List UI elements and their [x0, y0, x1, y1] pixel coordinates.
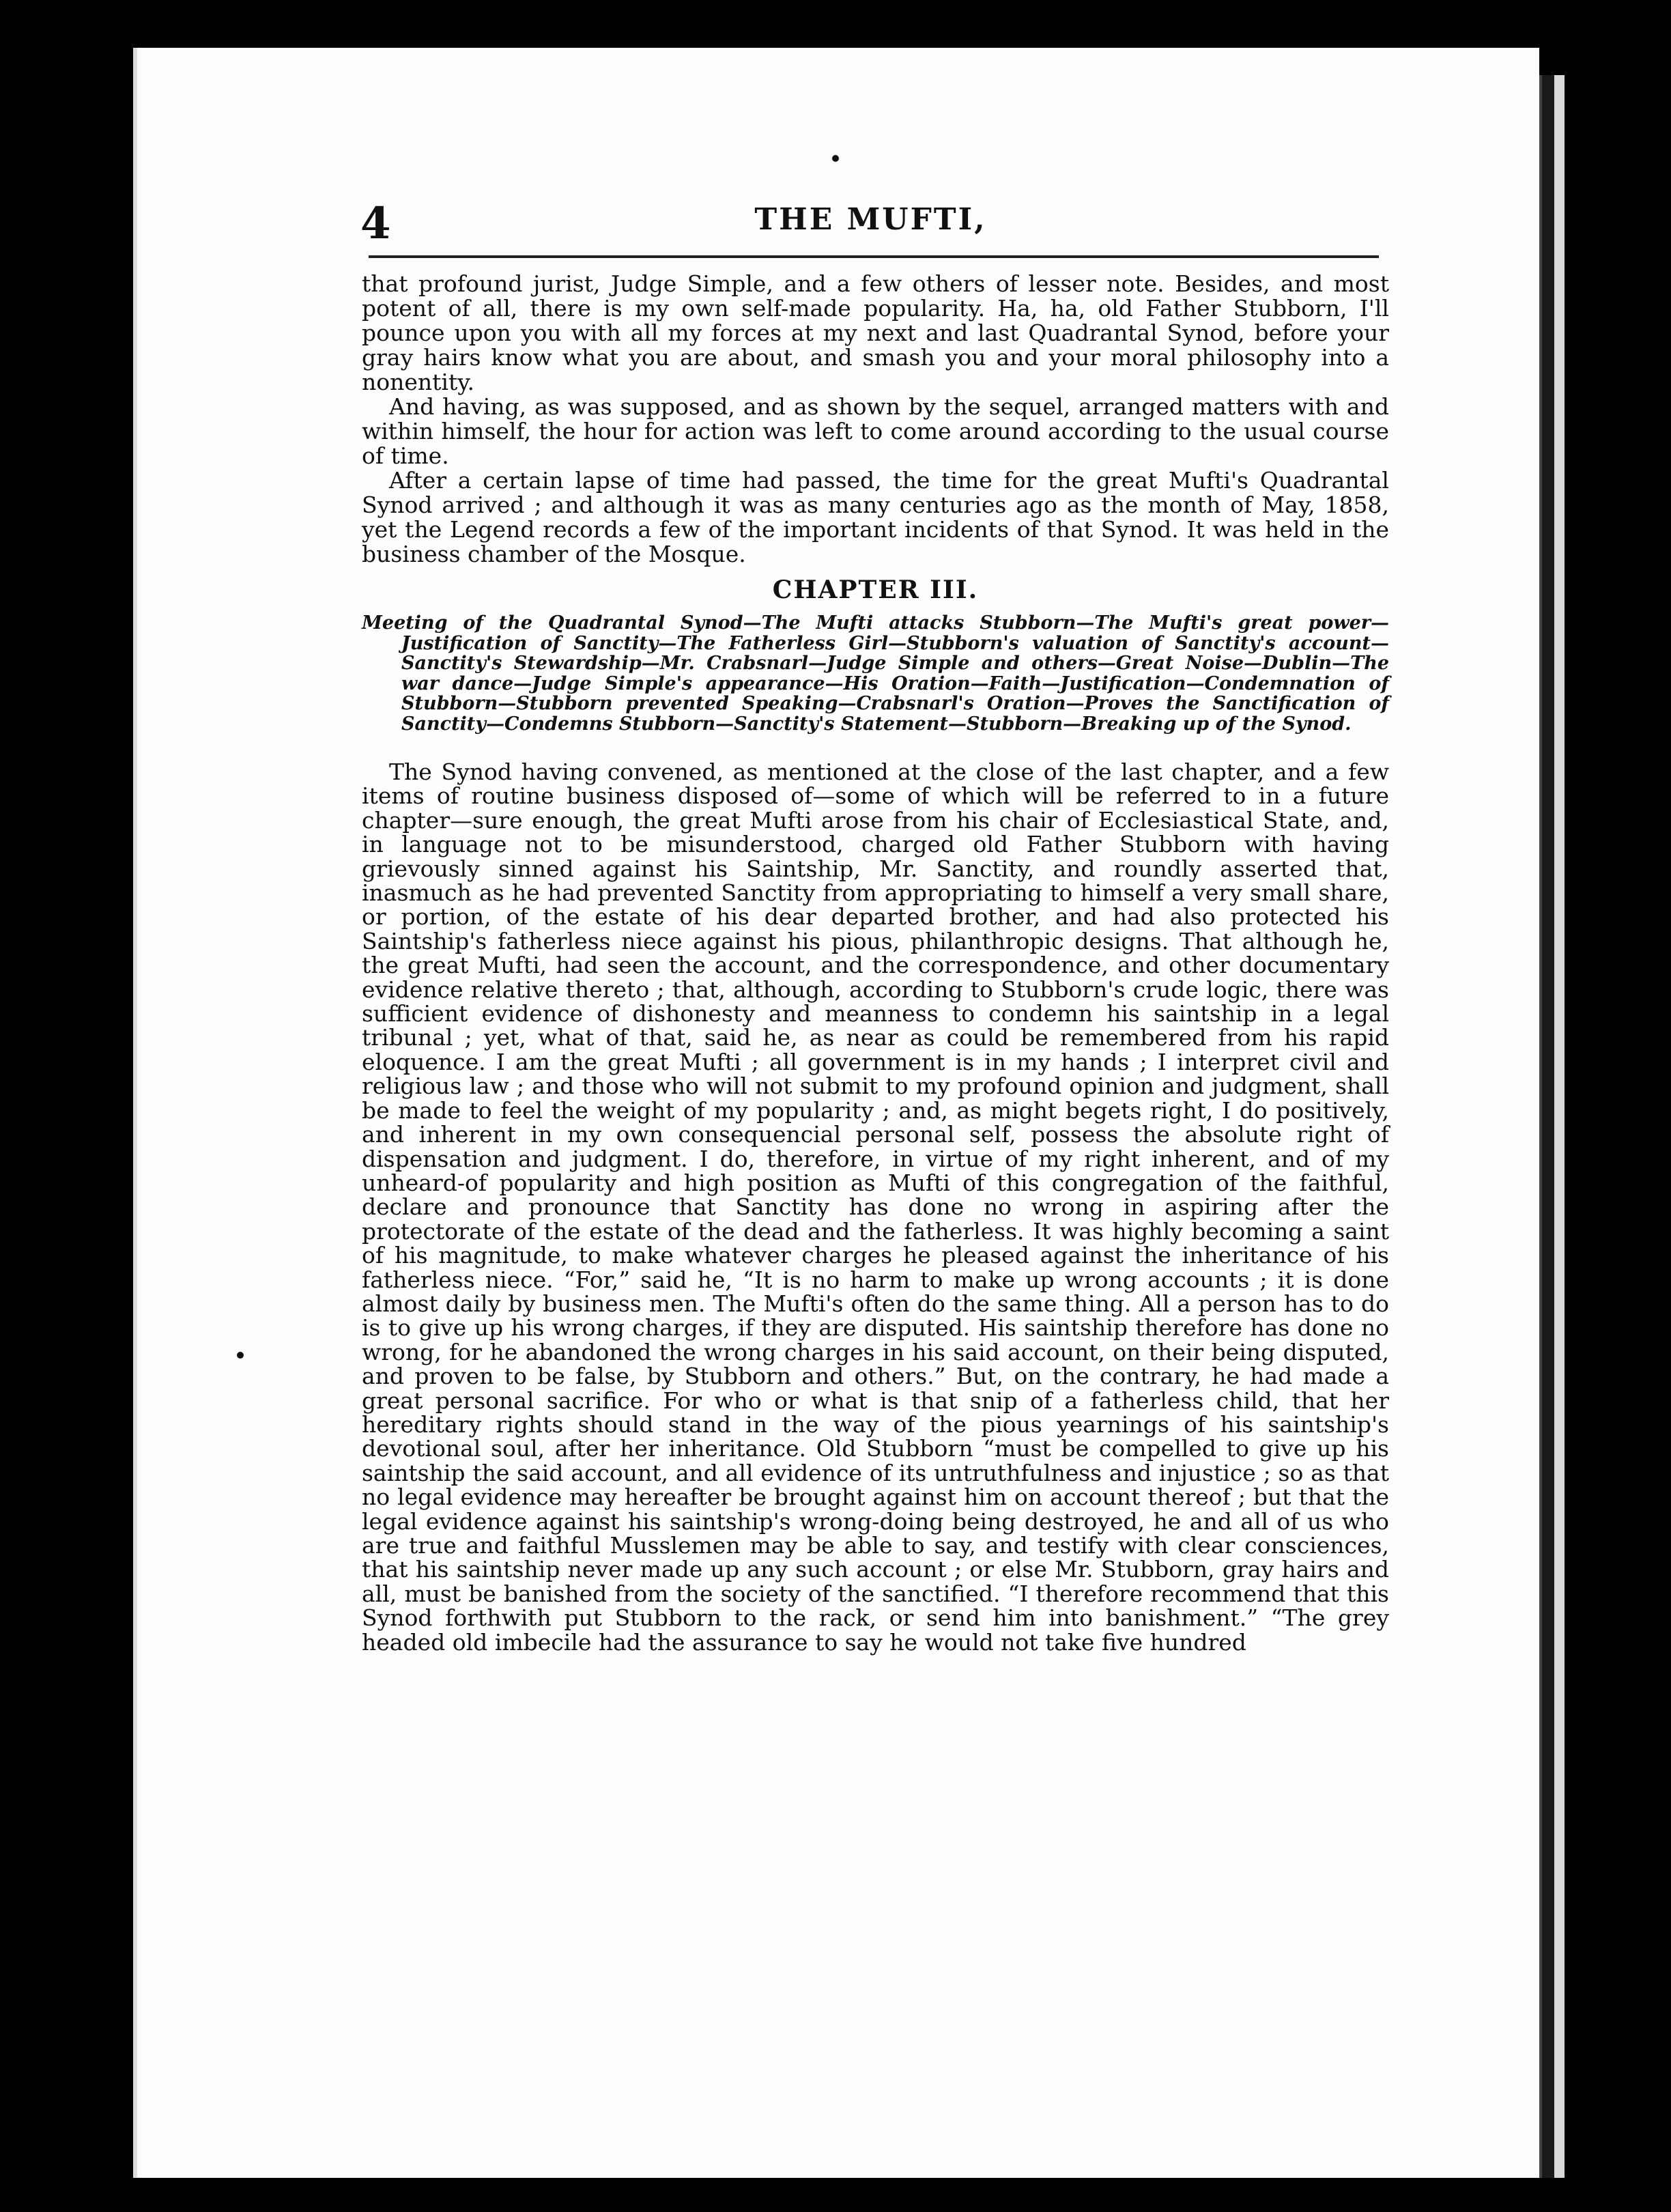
page-text	[362, 272, 1389, 1654]
header-rule	[369, 255, 1379, 258]
page-number: 4	[360, 198, 391, 249]
chapter-synopsis: Meeting of the Quadrantal Synod—The Mufti attacks Stubborn—The Mufti's great power—Justification of Sanctity—The Fatherless Girl—Stubborn's valuation of Sanctity's account—Sanctity's Stewardship—Mr. Crabsnarl—Judge Simple and others—Great Noise—Dublin—The war dance—Judge Simple's appearance—His Oration—Faith—Justification—Condemnation of Stubborn—Stubborn prevented Speaking—Crabsnarl's Oration—Proves the Sanctification of Sanctity—Condemns Stubborn—Sanctity's Statement—Stubborn—Breaking up of the Synod.	[362, 612, 1389, 735]
page-header	[360, 198, 1381, 254]
running-title: THE MUFTI,	[754, 202, 987, 237]
paragraph: And having, as was supposed, and as shown by the sequel, arranged matters with and within himself, the hour for action was left to come around according to the usual course of time.	[362, 393, 1389, 469]
chapter-text: The Synod having convened, as mentioned at the close of the last chapter, and a few items of routine business disposed of—some of which will be referred to in a future chapter—sure enough, the great Mufti arose from his chair of Ecclesiastical State, and, in language not to be misunderstood, charged old Father Stubborn with having grievously sinned against his Saintship, Mr. Sanctity, and roundly asserted that, inasmuch as he had prevented Sanctity from appropriating to himself a very small share, or portion, of the estate of his dear departed brother, and had also protected his Saintship's fatherless niece against his pious, philanthropic designs. That although he, the great Mufti, had seen the account, and the correspondence, and other documentary evidence relative thereto ; that, although, according to Stubborn's crude logic, there was sufficient evidence of dishonesty and meanness to condemn his saintship in a legal tribunal ; yet, what of that, said he, as near as could be remembered from his rapid eloquence. I am the great Mufti ; all government is in my hands ; I interpret civil and religious law ; and those who will not submit to my profound opinion and judgment, shall be made to feel the weight of my popularity ; and, as might begets right, I do positively, and inherent in my own consequencial personal self, possess the absolute right of dispensation and judgment. I do, therefore, in virtue of my right inherent, and of my unheard-of popularity and high position as Mufti of this congregation of the faithful, declare and pronounce that Sanctity has done no wrong in aspiring after the protectorate of the estate of the dead and the fatherless. It was highly becoming a saint of his magnitude, to make whatever charges he pleased against the inheritance of his fatherless niece. “For,” said he, “It is no harm to make up wrong accounts ; it is done almost daily by business men. The Mufti's often do the same thing. All a person has to do is to give up his wrong charges, if they are disputed. His saintship therefore has done no wrong, for he abandoned the wrong charges in his said account, on their being disputed, and proven to be false, by Stubborn and others.” But, on the contrary, he had made a great personal sacrifice. For who or what is that snip of a fatherless child, that her hereditary rights should stand in the way of the pious yearnings of his saintship's devotional soul, after her inheritance. Old Stubborn “must be compelled to give up his saintship the said account, and all evidence of its untruthfulness and injustice ; so as that no legal evidence may hereafter be brought against him on account thereof ; but that the legal evidence against his saintship's wrong-doing being destroyed, he and all of us who are true and faithful Musslemen may be able to say, and testify with clear consciences, that his saintship never made up any such account ; or else Mr. Stubborn, gray hairs and all, must be banished from the society of the sanctified. “I therefore recommend that this Synod forthwith put Stubborn to the rack, or send him into banishment.” “The grey headed old imbecile had the assurance to say he would not take five hundred	[362, 758, 1389, 1656]
ink-speck-top	[832, 155, 839, 162]
paragraph: that profound jurist, Judge Simple, and a few others of lesser note. Besides, and most potent of all, there is my own self-made popularity. Ha, ha, old Father Stubborn, I'll pounce upon you with all my forces at my next and last Quadrantal Synod, before your gray hairs know what you are about, and smash you and your moral philosophy into a nonentity.	[362, 270, 1389, 395]
paragraph: After a certain lapse of time had passed, the time for the great Mufti's Quadrantal Synod arrived ; and although it was as many centuries ago as the month of May, 1858, yet the Legend records a few of the important incidents of that Synod. It was held in the business chamber of the Mosque.	[362, 467, 1389, 567]
ink-speck-margin	[237, 1352, 244, 1359]
scan-margin	[1554, 75, 1565, 2178]
chapter-heading: CHAPTER III.	[772, 576, 979, 604]
